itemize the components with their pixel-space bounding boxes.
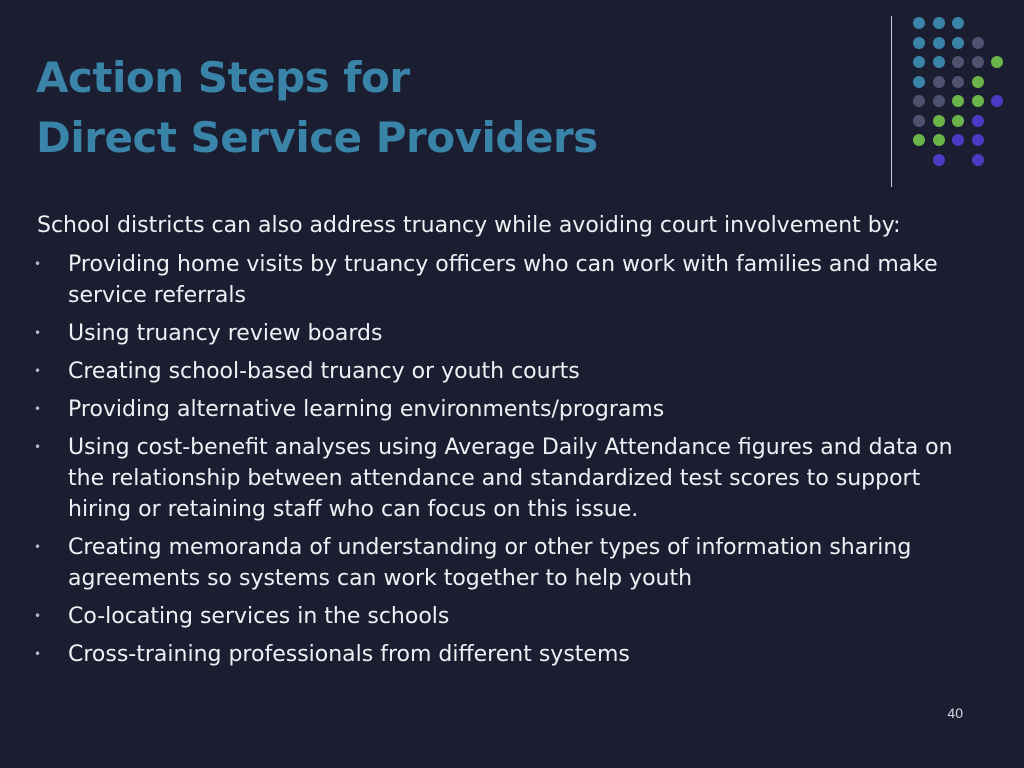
bullet-icon: • — [34, 540, 42, 554]
decorative-dot-green — [972, 95, 984, 107]
decorative-dot-teal — [933, 37, 945, 49]
bullet-item — [34, 356, 977, 387]
bullet-icon: • — [34, 609, 42, 623]
bullet-text: Using truancy review boards — [68, 321, 383, 346]
decorative-dot-teal — [913, 76, 925, 88]
title-line-1: Action Steps for — [36, 53, 410, 102]
bullet-icon: • — [34, 647, 42, 661]
bullet-text: Providing home visits by truancy officers who can work with families and make service referrals — [68, 252, 938, 308]
decorative-dot-teal — [933, 56, 945, 68]
bullet-text: Co-locating services in the schools — [68, 604, 450, 629]
decorative-dot-slate — [952, 56, 964, 68]
bullet-text: Providing alternative learning environments/programs — [68, 397, 665, 422]
decorative-dot-teal — [913, 37, 925, 49]
bullet-item — [34, 639, 977, 670]
decorative-dot-slate — [913, 95, 925, 107]
decorative-dot-purple — [952, 134, 964, 146]
decorative-dot-slate — [913, 115, 925, 127]
decorative-dot-slate — [972, 56, 984, 68]
decorative-dot-green — [952, 95, 964, 107]
slide-title — [36, 48, 598, 168]
decorative-dot-teal — [933, 17, 945, 29]
bullet-item — [34, 432, 977, 525]
decorative-dot-teal — [913, 56, 925, 68]
decorative-dot-green — [952, 115, 964, 127]
bullet-item — [34, 601, 977, 632]
decorative-dot-slate — [952, 76, 964, 88]
intro-text: School districts can also address truancy while avoiding court involvement by: — [37, 213, 901, 238]
decorative-dot-purple — [972, 115, 984, 127]
decorative-dot-slate — [933, 76, 945, 88]
decorative-dot-purple — [972, 154, 984, 166]
decorative-dot-teal — [952, 17, 964, 29]
slide-body — [34, 210, 977, 677]
bullet-icon: • — [34, 326, 42, 340]
title-line-2: Direct Service Providers — [36, 113, 598, 162]
bullet-text: Using cost-benefit analyses using Average Daily Attendance figures and data on the relationship between attendance and standardized test scores to support hiring or retaining staff who can focus on this issue. — [68, 435, 953, 522]
bullet-item — [34, 318, 977, 349]
decorative-dot-purple — [933, 154, 945, 166]
bullet-item — [34, 394, 977, 425]
decorative-dot-purple — [991, 95, 1003, 107]
bullet-text: Cross-training professionals from different systems — [68, 642, 630, 667]
page-number: 40 — [947, 705, 963, 721]
bullet-list — [34, 249, 977, 670]
decorative-dot-teal — [952, 37, 964, 49]
bullet-icon: • — [34, 402, 42, 416]
decorative-dot-green — [913, 134, 925, 146]
decorative-dot-purple — [972, 134, 984, 146]
bullet-text: Creating memoranda of understanding or other types of information sharing agreements so systems can work together to help youth — [68, 535, 912, 591]
bullet-text: Creating school-based truancy or youth courts — [68, 359, 580, 384]
decorative-dot-green — [933, 134, 945, 146]
bullet-icon: • — [34, 257, 42, 271]
decorative-dot-teal — [913, 17, 925, 29]
decorative-dot-slate — [933, 95, 945, 107]
bullet-item — [34, 249, 977, 311]
decorative-dot-green — [991, 56, 1003, 68]
decorative-dot-slate — [972, 37, 984, 49]
decorative-dot-green — [933, 115, 945, 127]
bullet-item — [34, 532, 977, 594]
title-divider-line — [891, 16, 892, 187]
bullet-icon: • — [34, 364, 42, 378]
decorative-dot-green — [972, 76, 984, 88]
bullet-icon: • — [34, 440, 42, 454]
